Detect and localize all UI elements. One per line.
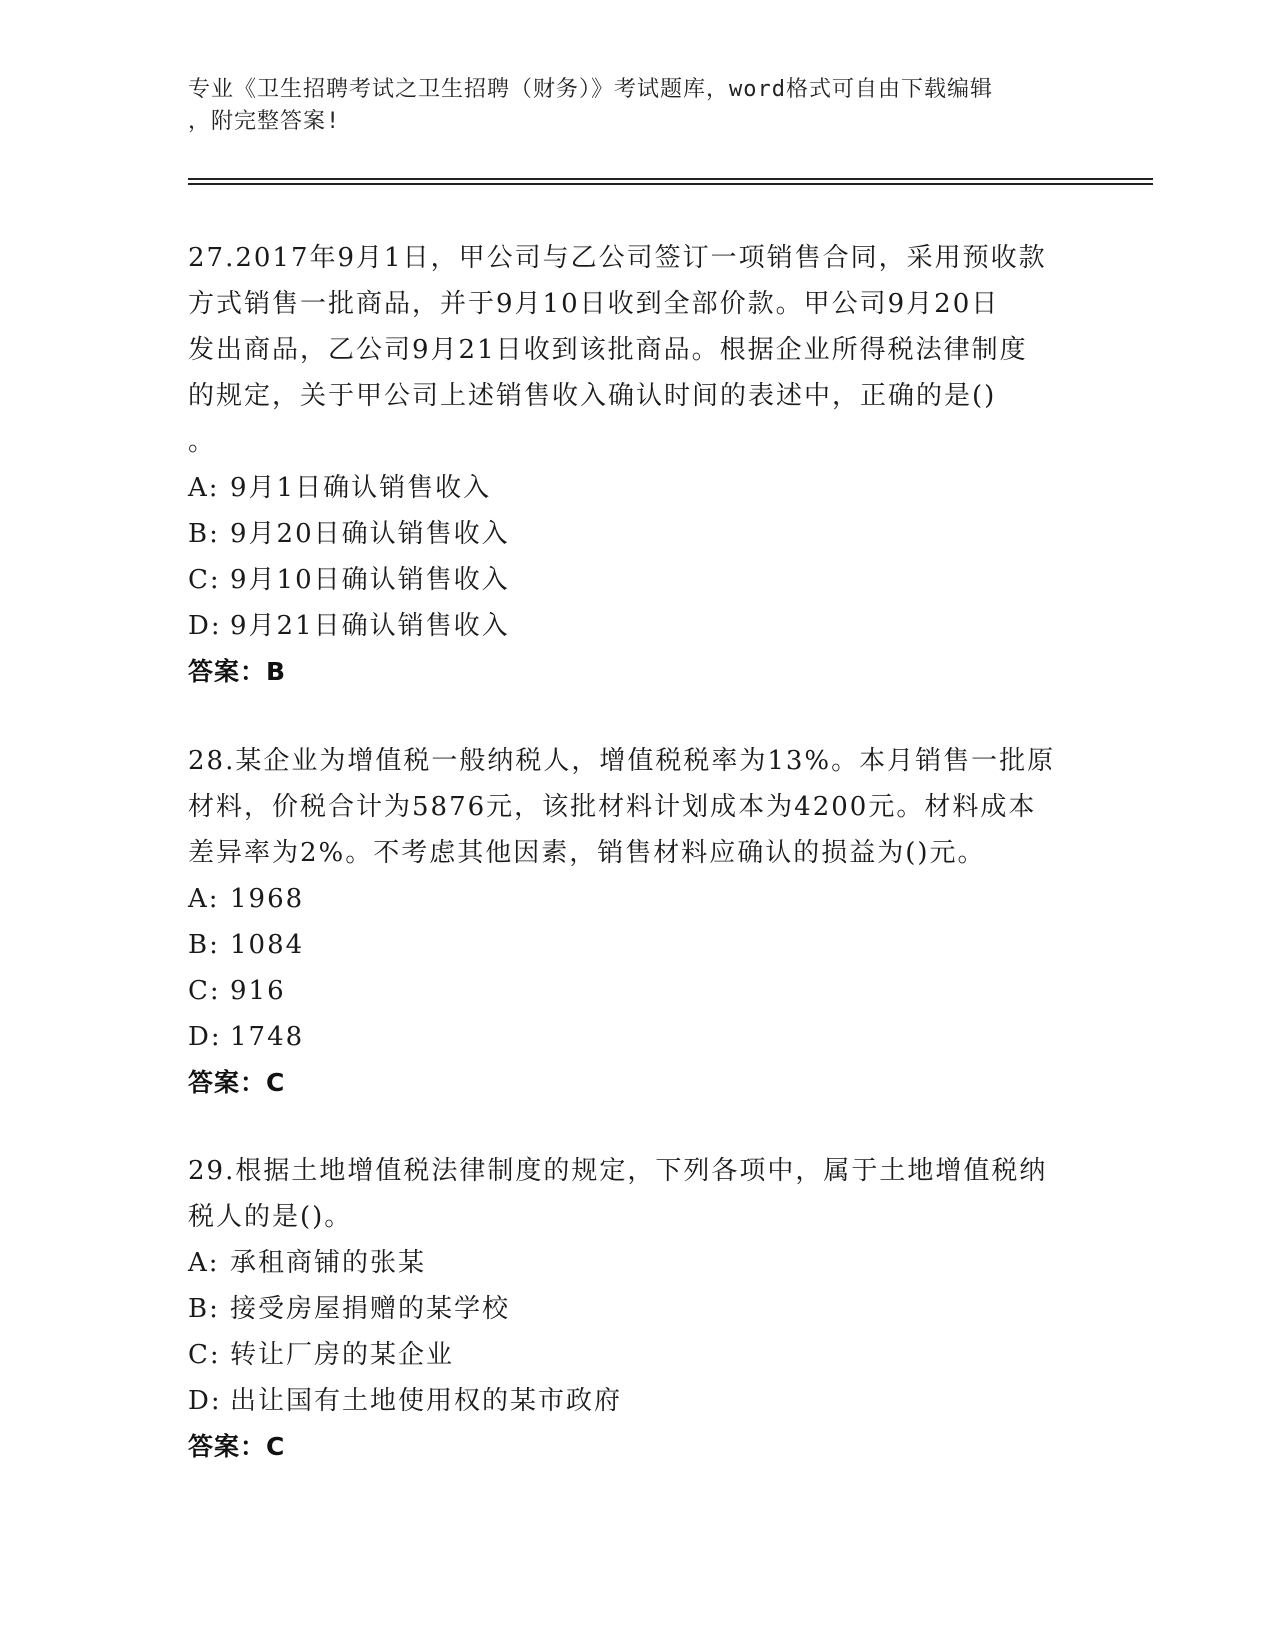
option-letter: C: <box>188 976 221 1006</box>
document-header <box>188 74 1088 138</box>
option-c <box>188 968 1088 1014</box>
option-a <box>188 1240 1088 1286</box>
question-stem-line: 税人的是()。 <box>188 1202 353 1232</box>
option-letter: C: <box>188 1340 221 1370</box>
option-b <box>188 511 1088 557</box>
option-c <box>188 1332 1088 1378</box>
option-text: 916 <box>230 976 286 1006</box>
option-a <box>188 876 1088 922</box>
question-stem-line: 29.根据土地增值税法律制度的规定，下列各项中，属于土地增值税纳 <box>188 1156 1048 1186</box>
option-d <box>188 1378 1088 1424</box>
answer-line: 答案：B <box>188 657 287 686</box>
option-text: 1968 <box>230 884 305 914</box>
answer-line: 答案：C <box>188 1068 286 1097</box>
option-d <box>188 603 1088 649</box>
question-stem-line: 。 <box>188 427 217 457</box>
question-stem-line: 28.某企业为增值税一般纳税人，增值税税率为13%。本月销售一批原 <box>188 746 1056 776</box>
option-a <box>188 465 1088 511</box>
question-stem-line: 差异率为2%。不考虑其他因素，销售材料应确认的损益为()元。 <box>188 838 986 868</box>
option-text: 1084 <box>230 930 305 960</box>
option-text: 9月21日确认销售收入 <box>230 611 510 641</box>
option-b <box>188 1286 1088 1332</box>
header-divider <box>188 178 1153 180</box>
question-stem-line: 发出商品，乙公司9月21日收到该批商品。根据企业所得税法律制度 <box>188 335 1028 365</box>
option-b <box>188 922 1088 968</box>
question-27 <box>188 235 1088 695</box>
option-text: 9月20日确认销售收入 <box>230 519 510 549</box>
option-letter: D: <box>188 611 222 641</box>
question-stem-line: 27.2017年9月1日，甲公司与乙公司签订一项销售合同，采用预收款 <box>188 243 1047 273</box>
option-letter: D: <box>188 1022 222 1052</box>
option-text: 出让国有土地使用权的某市政府 <box>230 1386 623 1416</box>
option-letter: A: <box>188 473 220 503</box>
option-text: 1748 <box>230 1022 305 1052</box>
option-letter: B: <box>188 1294 220 1324</box>
option-letter: B: <box>188 930 220 960</box>
header-divider <box>188 183 1153 185</box>
option-letter: A: <box>188 884 220 914</box>
option-text: 承租商铺的张某 <box>230 1248 427 1278</box>
question-stem-line: 的规定，关于甲公司上述销售收入确认时间的表述中，正确的是() <box>188 381 997 411</box>
question-stem-line: 方式销售一批商品，并于9月10日收到全部价款。甲公司9月20日 <box>188 289 1000 319</box>
question-29 <box>188 1148 1088 1470</box>
question-stem-line: 材料，价税合计为5876元，该批材料计划成本为4200元。材料成本 <box>188 792 1037 822</box>
option-text: 9月1日确认销售收入 <box>230 473 492 503</box>
option-letter: D: <box>188 1386 222 1416</box>
option-c <box>188 557 1088 603</box>
option-letter: C: <box>188 565 221 595</box>
header-line: 专业《卫生招聘考试之卫生招聘（财务）》考试题库，word格式可自由下载编辑 <box>188 77 993 102</box>
question-28 <box>188 738 1088 1106</box>
answer-line: 答案：C <box>188 1432 286 1461</box>
header-line: ，附完整答案! <box>188 109 341 134</box>
option-text: 转让厂房的某企业 <box>230 1340 455 1370</box>
option-d <box>188 1014 1088 1060</box>
option-letter: A: <box>188 1248 220 1278</box>
option-text: 接受房屋捐赠的某学校 <box>230 1294 511 1324</box>
option-text: 9月10日确认销售收入 <box>230 565 510 595</box>
option-letter: B: <box>188 519 220 549</box>
